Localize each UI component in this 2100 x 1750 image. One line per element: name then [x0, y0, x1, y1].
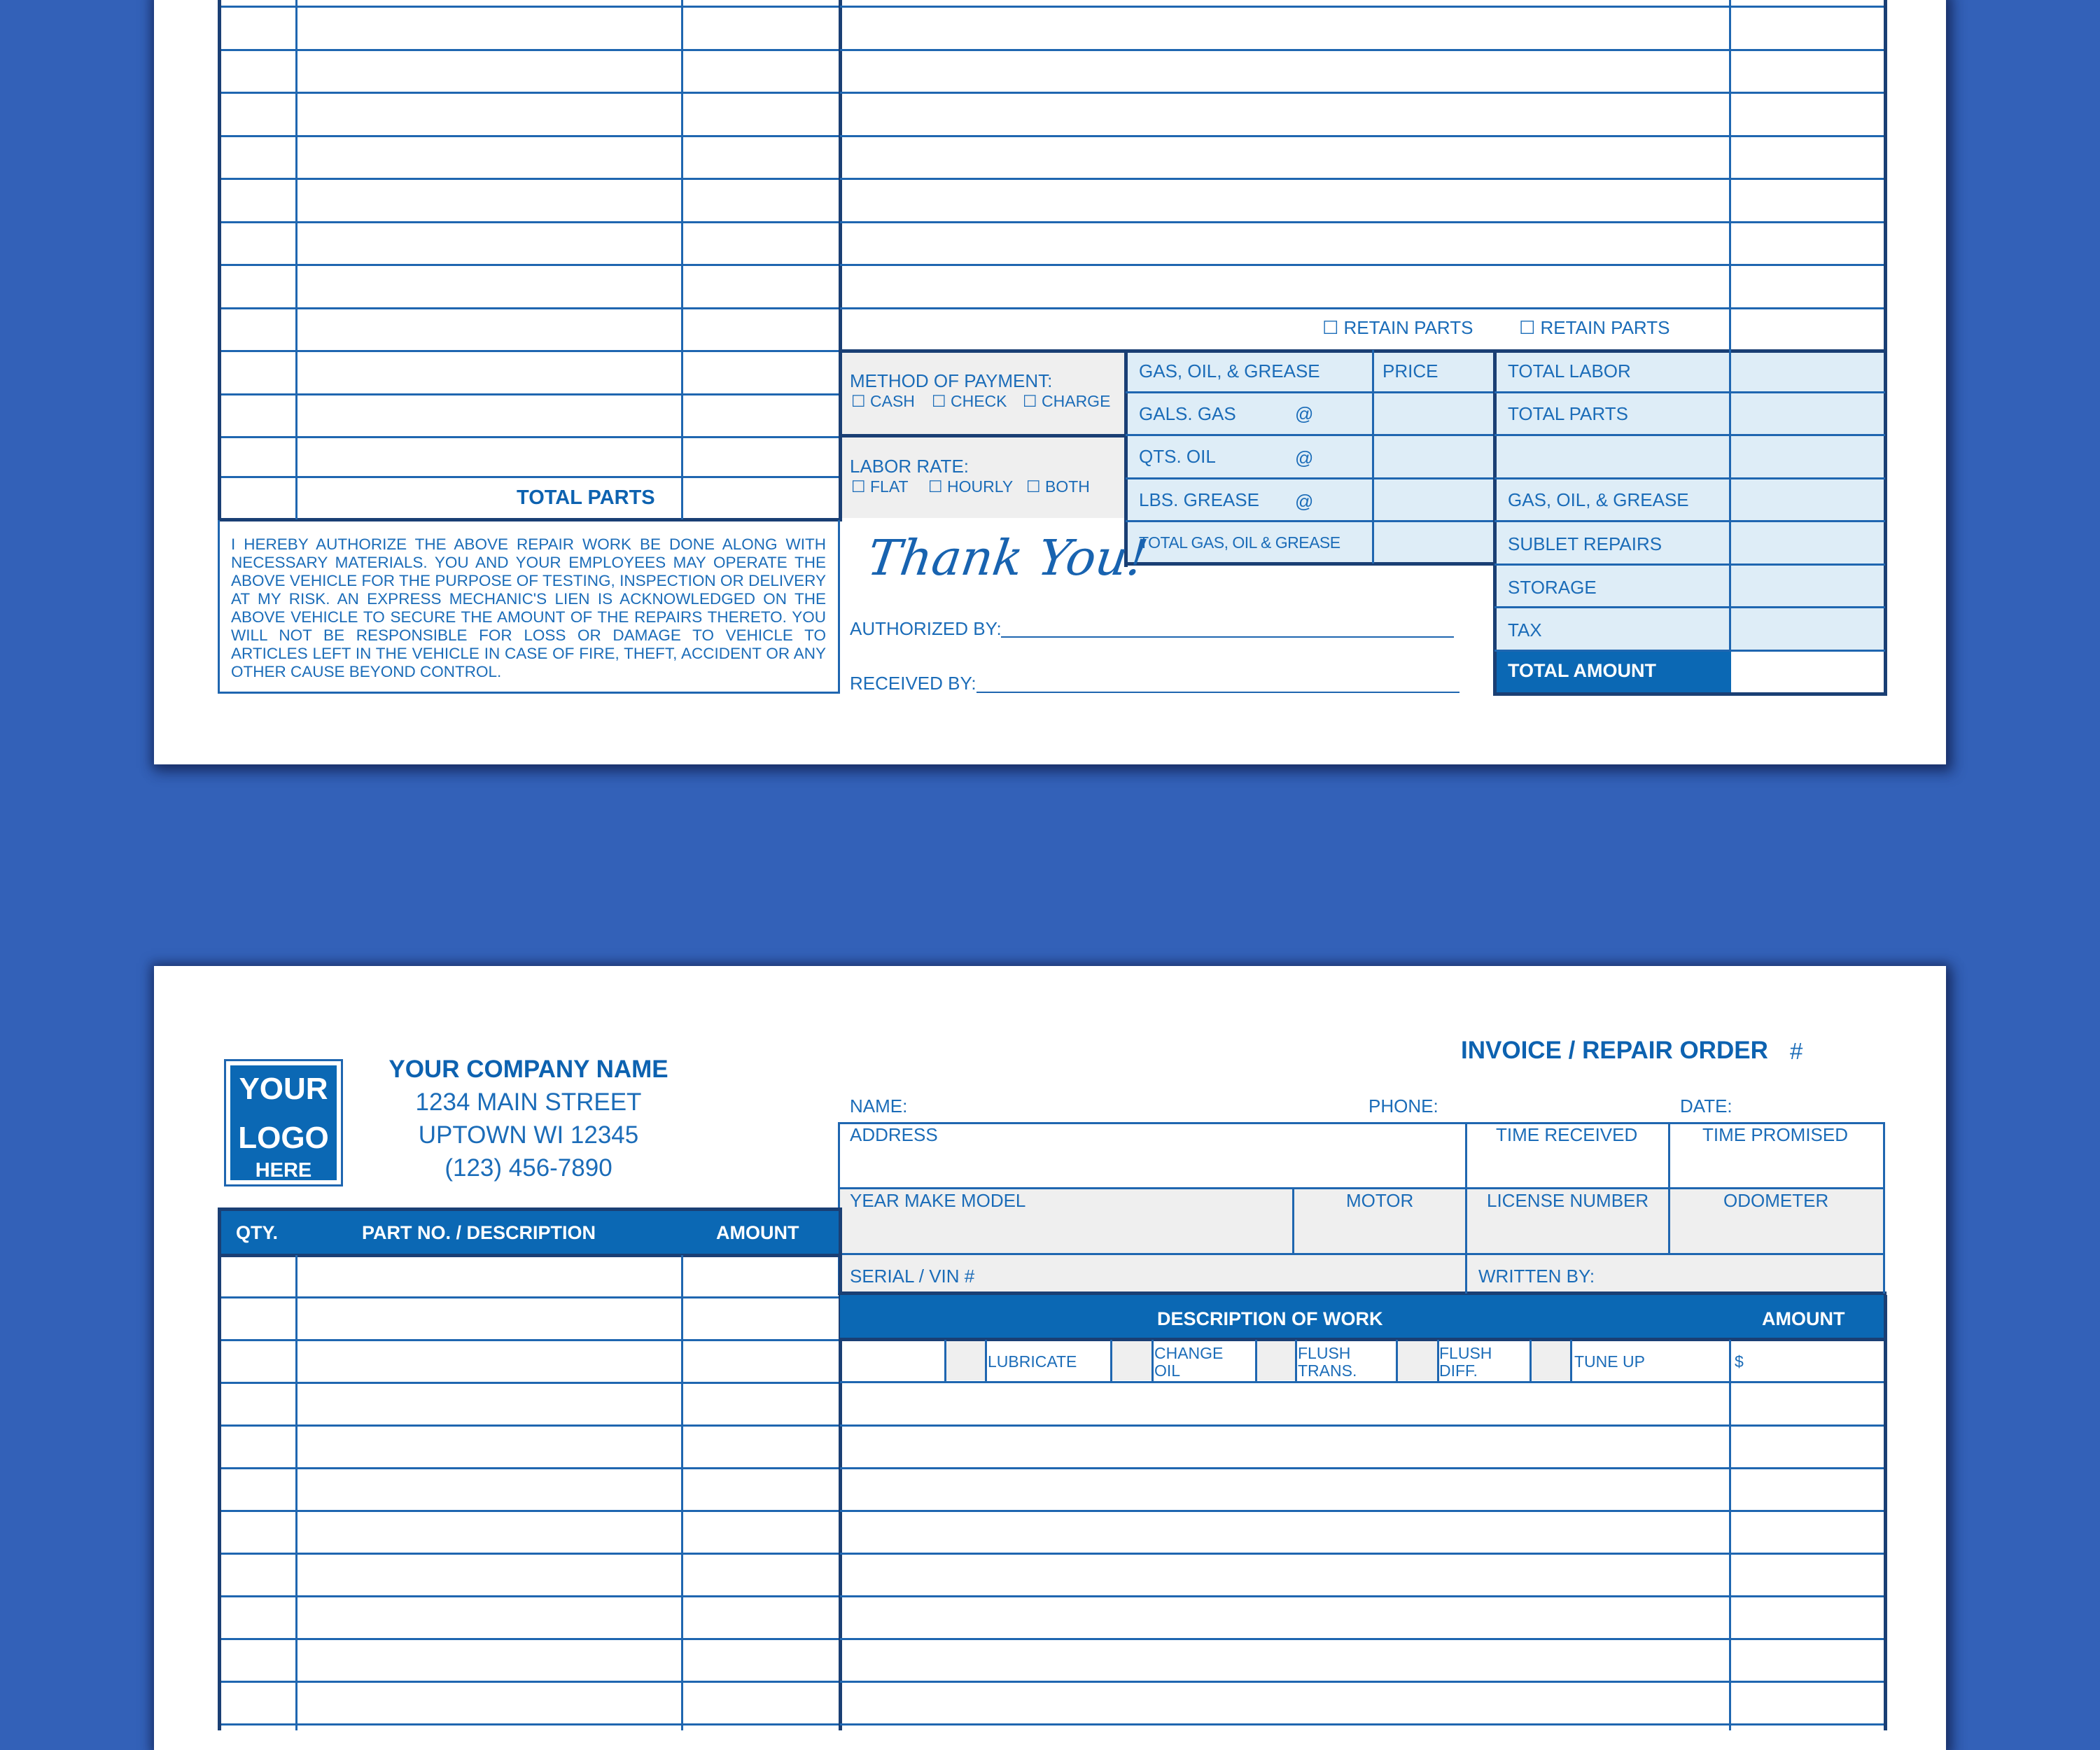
at-sign: @ [1295, 447, 1314, 468]
part-description-header: PART NO. / DESCRIPTION [362, 1222, 596, 1243]
at-sign: @ [1295, 491, 1314, 512]
service-label: FLUSH [1298, 1344, 1351, 1362]
authorization-text: I HEREBY AUTHORIZE THE ABOVE REPAIR WORK BE DONE ALONG WITH NECESSARY MATERIALS. YOU AND YOUR EMPLOYEES MAY OPERATE THE ABOVE VEHICLE FOR THE PURPOSE OF TESTING, INSPECTION OR DELIVERY AT MY RISK. AN EXPRESS MECHANIC'S LIEN IS ACKNOWLEDGED ON THE ABOVE VEHICLE TO SECURE THE AMOUNT OF THE REPAIRS THERETO. YOU WILL NOT BE RESPONSIBLE FOR LOSS OR DAMAGE TO VEHICLE TO ARTICLES LEFT IN THE VEHICLE IN CASE OF FIRE, THEFT, ACCIDENT OR ANY OTHER CAUSE BEYOND CONTROL. [231, 536, 826, 680]
time-received-label: TIME RECEIVED [1496, 1124, 1638, 1145]
tune-up-checkbox[interactable] [1531, 1341, 1570, 1380]
logo-line: HERE [255, 1159, 312, 1182]
gas-oil-grease-total-label: GAS, OIL, & GREASE [1508, 489, 1689, 510]
company-name: YOUR COMPANY NAME [388, 1056, 668, 1083]
company-street: 1234 MAIN STREET [415, 1088, 642, 1116]
date-label: DATE: [1680, 1096, 1732, 1116]
invoice-title: INVOICE / REPAIR ORDER [1461, 1037, 1768, 1064]
authorized-by-label: AUTHORIZED BY: [850, 618, 1002, 639]
logo-line: YOUR [239, 1072, 328, 1106]
company-city: UPTOWN WI 12345 [418, 1121, 639, 1149]
company-logo [224, 1059, 343, 1186]
odometer-label: ODOMETER [1723, 1190, 1829, 1211]
labor-both-checkbox[interactable]: ☐ BOTH [1026, 477, 1090, 496]
service-label: LUBRICATE [988, 1352, 1077, 1371]
work-amount-header: AMOUNT [1762, 1308, 1845, 1329]
dollar-sign: $ [1735, 1352, 1744, 1371]
lubricate-checkbox[interactable] [946, 1341, 985, 1380]
time-promised-label: TIME PROMISED [1702, 1124, 1849, 1145]
qty-header: QTY. [236, 1222, 279, 1243]
total-amount-label: TOTAL AMOUNT [1508, 660, 1656, 681]
payment-check-checkbox[interactable]: ☐ CHECK [932, 392, 1007, 410]
total-gas-oil-grease-label: TOTAL GAS, OIL & GREASE [1139, 533, 1340, 552]
payment-charge-checkbox[interactable]: ☐ CHARGE [1023, 392, 1111, 410]
total-labor-label: TOTAL LABOR [1508, 360, 1631, 382]
phone-label: PHONE: [1368, 1096, 1438, 1116]
company-phone: (123) 456-7890 [444, 1154, 612, 1182]
sublet-repairs-label: SUBLET REPAIRS [1508, 533, 1662, 554]
company-info [371, 1057, 686, 1180]
total-parts-label: TOTAL PARTS [517, 486, 655, 509]
labor-hourly-checkbox[interactable]: ☐ HOURLY [928, 477, 1014, 496]
gals-gas-label: GALS. GAS [1139, 403, 1236, 424]
authorized-by-line[interactable] [1001, 636, 1454, 638]
invoice-number-hash: # [1790, 1038, 1803, 1064]
retain-parts-checkbox[interactable]: ☐ RETAIN PARTS [1322, 317, 1474, 338]
service-label: FLUSH [1439, 1344, 1492, 1362]
storage-label: STORAGE [1508, 577, 1597, 598]
payment-cash-checkbox[interactable]: ☐ CASH [851, 392, 915, 410]
at-sign: @ [1295, 403, 1314, 424]
labor-flat-checkbox[interactable]: ☐ FLAT [851, 477, 909, 496]
address-label: ADDRESS [850, 1124, 938, 1145]
service-label: TUNE UP [1574, 1352, 1645, 1371]
description-of-work-header: DESCRIPTION OF WORK [1157, 1308, 1383, 1329]
written-by-label: WRITTEN BY: [1478, 1266, 1595, 1287]
labor-rate-label: LABOR RATE: [850, 456, 969, 477]
amount-header: AMOUNT [716, 1222, 799, 1243]
license-number-label: LICENSE NUMBER [1487, 1190, 1649, 1211]
service-label: CHANGE [1154, 1344, 1224, 1362]
change-oil-checkbox[interactable] [1112, 1341, 1152, 1380]
total-parts-summary-label: TOTAL PARTS [1508, 403, 1628, 424]
received-by-line[interactable] [976, 692, 1460, 693]
tax-label: TAX [1508, 620, 1542, 640]
price-header: PRICE [1382, 360, 1438, 382]
flush-trans-checkbox[interactable] [1256, 1341, 1296, 1380]
service-label: DIFF. [1439, 1362, 1478, 1380]
service-label: OIL [1154, 1362, 1181, 1380]
logo-line: LOGO [238, 1121, 329, 1155]
lbs-grease-label: LBS. GREASE [1139, 489, 1259, 510]
year-make-model-label: YEAR MAKE MODEL [850, 1190, 1026, 1211]
name-label: NAME: [850, 1096, 908, 1116]
retain-parts-checkbox[interactable]: ☐ RETAIN PARTS [1519, 317, 1670, 338]
service-label: TRANS. [1298, 1362, 1357, 1380]
qts-oil-label: QTS. OIL [1139, 446, 1216, 467]
gas-oil-grease-header: GAS, OIL, & GREASE [1139, 360, 1320, 382]
flush-diff-checkbox[interactable] [1398, 1341, 1437, 1380]
serial-vin-label: SERIAL / VIN # [850, 1266, 975, 1287]
motor-label: MOTOR [1346, 1190, 1414, 1211]
method-of-payment-label: METHOD OF PAYMENT: [850, 370, 1053, 391]
received-by-label: RECEIVED BY: [850, 673, 976, 694]
thank-you-text: Thank You! [864, 529, 1152, 587]
